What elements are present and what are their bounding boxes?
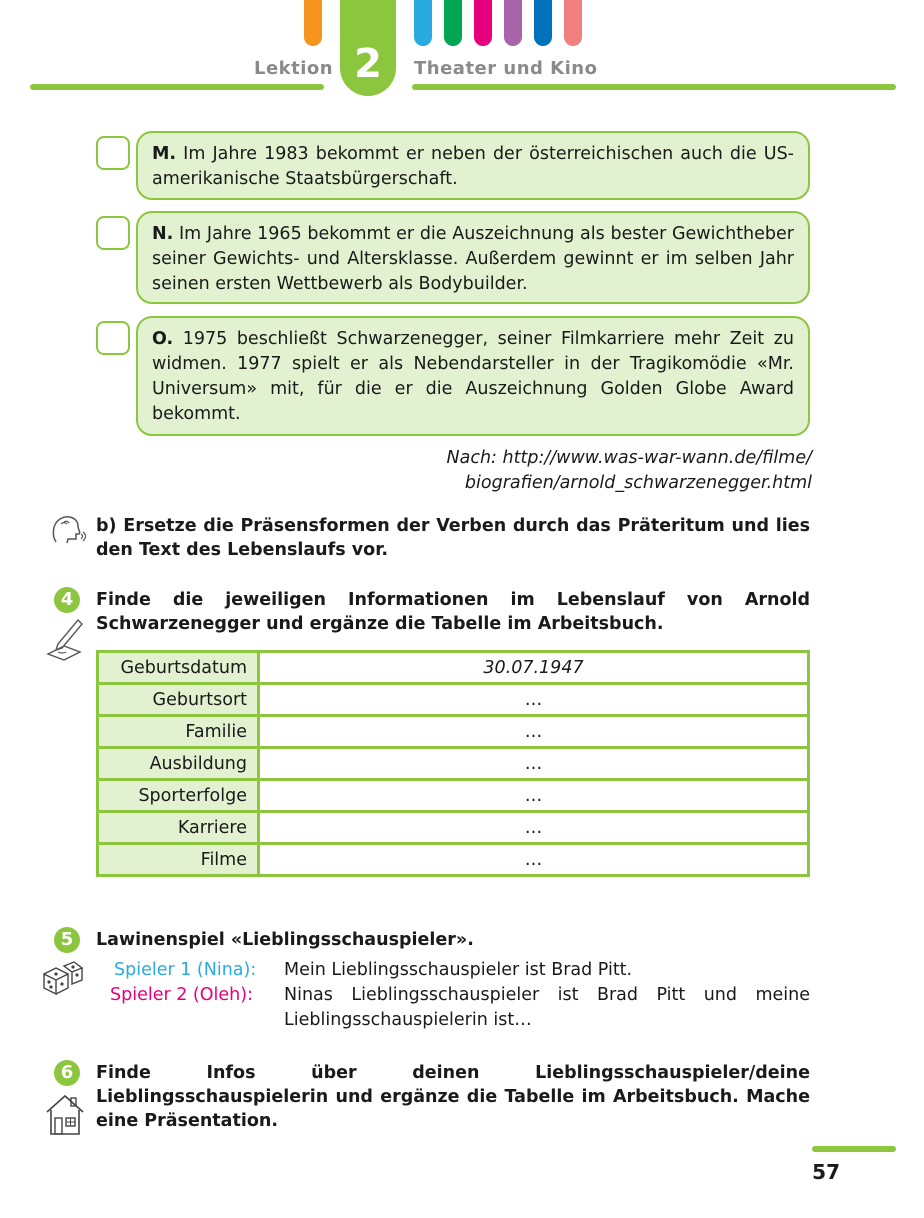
- tab-purple: [504, 0, 522, 46]
- table-row: [98, 844, 809, 876]
- speaking-head-icon: [48, 512, 88, 550]
- card-m: [136, 131, 810, 200]
- table-value-sporterfolge: …: [259, 780, 809, 812]
- task-4-number: 4: [54, 587, 80, 613]
- table-row: [98, 716, 809, 748]
- tab-blue: [534, 0, 552, 46]
- table-value-geburtsdatum: 30.07.1947: [259, 652, 809, 684]
- card-o-text: 1975 beschließt Schwarzenegger, seiner Filmkarriere mehr Zeit zu widmen. 1977 spielt er als Nebendarsteller in der Tragikomödie «Mr. Universum» mit, für die er die Auszeichnung Golden Globe Award bekommt.: [152, 329, 794, 424]
- tab-pink: [564, 0, 582, 46]
- source-line-1: Nach: http://www.was-war-wann.de/filme/: [446, 448, 812, 468]
- task-5-number: 5: [54, 927, 80, 953]
- task-6-number: 6: [54, 1060, 80, 1086]
- source-line-2: biografien/arnold_schwarzenegger.html: [464, 473, 812, 493]
- task-5-title: Lawinenspiel «Lieblingsschauspieler».: [96, 930, 474, 950]
- table-value-karriere: …: [259, 812, 809, 844]
- dice-icon: [40, 960, 84, 1000]
- table-row: [98, 812, 809, 844]
- header-line-left: [30, 84, 324, 90]
- tab-magenta: [474, 0, 492, 46]
- table-value-familie: …: [259, 716, 809, 748]
- tab-green: [444, 0, 462, 46]
- table-label-familie: Familie: [98, 716, 259, 748]
- card-o-checkbox[interactable]: [96, 321, 130, 355]
- table-label-filme: Filme: [98, 844, 259, 876]
- table-row: [98, 780, 809, 812]
- source-citation: [352, 446, 812, 496]
- task-b-instruction: b) Ersetze die Präsensformen der Verben durch das Präteritum und lies den Text des Lebenslaufs vor.: [96, 516, 810, 560]
- footer-line: [812, 1146, 896, 1152]
- table-row: [98, 652, 809, 684]
- speaker-2-text: Ninas Lieblingsschauspieler ist Brad Pitt und meine Lieblingsschauspielerin ist…: [284, 985, 810, 1030]
- card-o: [136, 316, 810, 436]
- tab-orange: [304, 0, 322, 46]
- table-label-karriere: Karriere: [98, 812, 259, 844]
- task-6-instruction: Finde Infos über deinen Lieblingsschauspieler/deine Lieblingsschauspielerin und ergänze die Tabelle im Arbeitsbuch. Mache eine Präsentation.: [96, 1063, 810, 1131]
- task-4-instruction: Finde die jeweiligen Informationen im Lebenslauf von Arnold Schwarzenegger und ergänze die Tabelle im Arbeitsbuch.: [96, 590, 810, 634]
- house-icon: [44, 1092, 86, 1142]
- card-n-letter: N.: [152, 224, 174, 244]
- table-label-geburtsort: Geburtsort: [98, 684, 259, 716]
- tab-cyan: [414, 0, 432, 46]
- card-o-letter: O.: [152, 329, 174, 349]
- table-row: [98, 748, 809, 780]
- table-value-filme: …: [259, 844, 809, 876]
- card-m-text: Im Jahre 1983 bekommt er neben der österreichischen auch die US-amerikanische Staatsbürgerschaft.: [152, 144, 794, 189]
- speaker-1-label: Spieler 1 (Nina):: [114, 960, 257, 980]
- pen-writing-icon: [44, 616, 84, 666]
- page-number: 57: [812, 1160, 840, 1184]
- card-n-checkbox[interactable]: [96, 216, 130, 250]
- header-line-right: [412, 84, 896, 90]
- lesson-number-badge: 2: [340, 0, 396, 96]
- table-label-sporterfolge: Sporterfolge: [98, 780, 259, 812]
- table-value-geburtsort: …: [259, 684, 809, 716]
- card-n: [136, 211, 810, 304]
- card-m-checkbox[interactable]: [96, 136, 130, 170]
- card-n-text: Im Jahre 1965 bekommt er die Auszeichnung als bester Gewichtheber seiner Gewichts- und Altersklasse. Außerdem gewinnt er im selben Jahr seinen ersten Wettbewerb als Bodybuilder.: [152, 224, 794, 294]
- table-value-ausbildung: …: [259, 748, 809, 780]
- biography-table: [96, 650, 810, 877]
- lesson-label: Lektion: [254, 58, 334, 79]
- speaker-2-label: Spieler 2 (Oleh):: [110, 985, 253, 1005]
- table-label-geburtsdatum: Geburtsdatum: [98, 652, 259, 684]
- table-label-ausbildung: Ausbildung: [98, 748, 259, 780]
- speaker-1-text: Mein Lieblingsschauspieler ist Brad Pitt.: [284, 960, 633, 980]
- table-row: [98, 684, 809, 716]
- lesson-topic: Theater und Kino: [414, 58, 598, 79]
- card-m-letter: M.: [152, 144, 177, 164]
